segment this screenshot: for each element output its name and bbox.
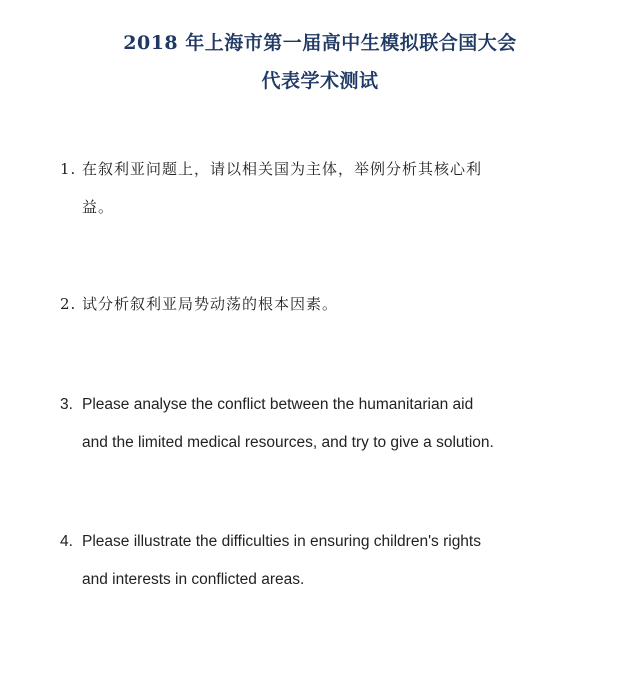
question-text-line: 在叙利亚问题上，请以相关国为主体，举例分析其核心利 [82,160,483,178]
question-text-line: 试分析叙利亚局势动荡的根本因素。 [82,295,339,313]
question-3 [60,386,580,462]
question-number: 4. [60,533,73,550]
title-line-2: 代表学术测试 [261,70,379,92]
question-number: 3. [60,396,73,413]
title-line-1: 2018 年上海市第一届高中生模拟联合国大会 [123,32,517,54]
question-text-line: Please analyse the conflict between the humanitarian aid [82,396,474,413]
question-1 [60,150,580,226]
question-2 [60,285,580,323]
question-text-line: and the limited medical resources, and try to give a solution. [82,434,494,451]
question-text-line: and interests in conflicted areas. [82,571,305,588]
question-number: 2. [60,295,77,313]
question-number: 1. [60,160,77,178]
question-text-line: 益。 [82,198,115,216]
question-text-line: Please illustrate the difficulties in ensuring children's rights [82,533,481,550]
document-title [0,24,640,100]
question-4 [60,523,580,599]
